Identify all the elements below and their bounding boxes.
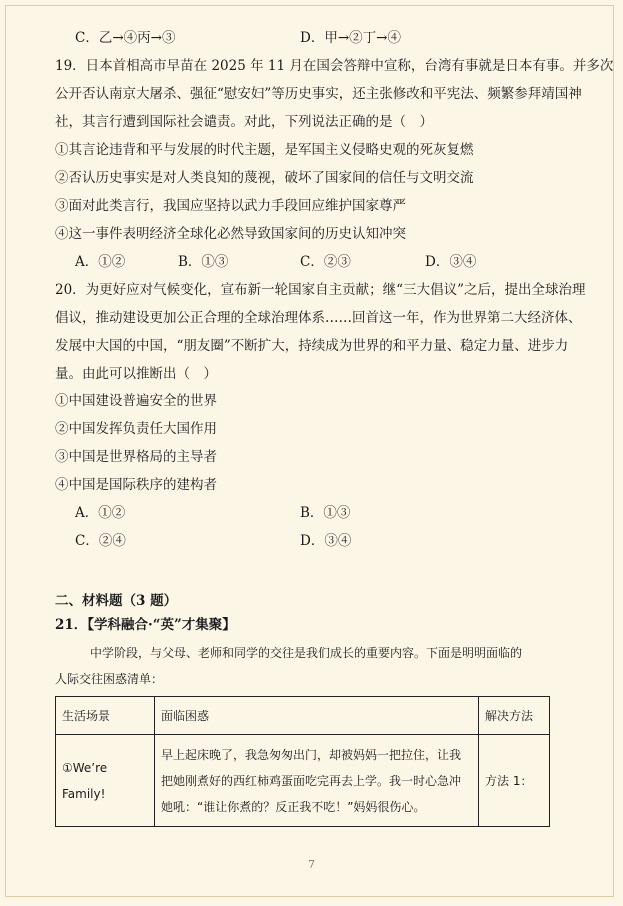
confusion-line-3: 她吼：“谁让你煮的？反正我不吃！”妈妈很伤心。	[161, 799, 426, 814]
table-cell-scene	[56, 735, 155, 827]
table-row	[56, 735, 550, 827]
q19-statement-2: ②否认历史事实是对人类良知的蔑视，破坏了国家间的信任与文明交流	[55, 170, 474, 186]
q19-statement-3: ③面对此类言行，我国应坚持以武力手段回应维护国家尊严	[55, 198, 406, 214]
q20-statement-2: ②中国发挥负责任大国作用	[55, 421, 217, 437]
section-title: 二、材料题（3 题）	[55, 593, 178, 609]
q20-option-a: A．①②	[75, 505, 126, 521]
table-cell-solution: 方法 1：	[479, 735, 550, 827]
q18-option-c: C．乙→④丙→③	[75, 30, 176, 46]
scene-line-2: Family!	[62, 786, 106, 801]
q21-header: 21．【学科融合·“英”才集聚】	[55, 617, 236, 633]
q20-stem-line-3: 发展中大国的中国，“朋友圈”不断扩大，持续成为世界的和平力量、稳定力量、进步力	[55, 338, 569, 354]
q19-statement-4: ④这一事件表明经济全球化必然导致国家间的历史认知冲突	[55, 226, 406, 242]
confusion-line-2: 把她刚煮好的西红柿鸡蛋面吃完再去上学。我一时心急冲	[161, 773, 462, 788]
q19-option-d: D．③④	[425, 254, 477, 270]
table-header-solution: 解决方法	[479, 697, 550, 735]
confusion-line-1: 早上起床晚了，我急匆匆出门，却被妈妈一把拉住，让我	[161, 747, 462, 762]
q19-statement-1: ①其言论违背和平与发展的时代主题，是军国主义侵略史观的死灰复燃	[55, 142, 474, 158]
q20-statement-1: ①中国建设普遍安全的世界	[55, 393, 217, 409]
q20-statement-4: ④中国是国际秩序的建构者	[55, 477, 217, 493]
q19-stem-line-1: 19．日本首相高市早苗在 2025 年 11 月在国会答辩中宣称，台湾有事就是日本有事。并多次	[55, 58, 614, 74]
q20-option-d: D．③④	[300, 533, 352, 549]
q19-stem-line-3: 社，其言行遭到国际社会谴责。对此，下列说法正确的是（ ）	[55, 114, 433, 130]
q18-option-d: D．甲→②丁→④	[300, 30, 401, 46]
table-header-row	[56, 697, 550, 735]
scene-line-1: ①We’re	[62, 760, 108, 775]
table-cell-confusion	[155, 735, 479, 827]
q20-option-c: C．②④	[75, 533, 126, 549]
q20-statement-3: ③中国是世界格局的主导者	[55, 449, 217, 465]
page-number: 7	[308, 858, 315, 871]
q20-option-b: B．①③	[300, 505, 351, 521]
q19-option-a: A．①②	[75, 254, 126, 270]
q20-stem-line-4: 量。由此可以推断出（ ）	[55, 366, 217, 382]
q19-option-c: C．②③	[300, 254, 351, 270]
q21-intro-line-2: 人际交往困惑清单：	[55, 672, 164, 686]
table-header-scene: 生活场景	[56, 697, 155, 735]
table-header-confusion: 面临困惑	[155, 697, 479, 735]
q19-stem-line-2: 公开否认南京大屠杀、强征“慰安妇”等历史事实，还主张修改和平宪法、频繁参拜靖国神	[55, 86, 582, 102]
q20-stem-line-2: 倡议，推动建设更加公正合理的全球治理体系……回首这一年，作为世界第二大经济体、	[55, 310, 582, 326]
q20-stem-line-1: 20．为更好应对气候变化，宣布新一轮国家自主贡献；继“三大倡议”之后，提出全球治理	[55, 282, 586, 298]
confusion-table	[55, 696, 550, 827]
q19-option-b: B．①③	[178, 254, 229, 270]
q21-intro-line-1: 中学阶段，与父母、老师和同学的交往是我们成长的重要内容。下面是明明面临的	[90, 646, 523, 660]
